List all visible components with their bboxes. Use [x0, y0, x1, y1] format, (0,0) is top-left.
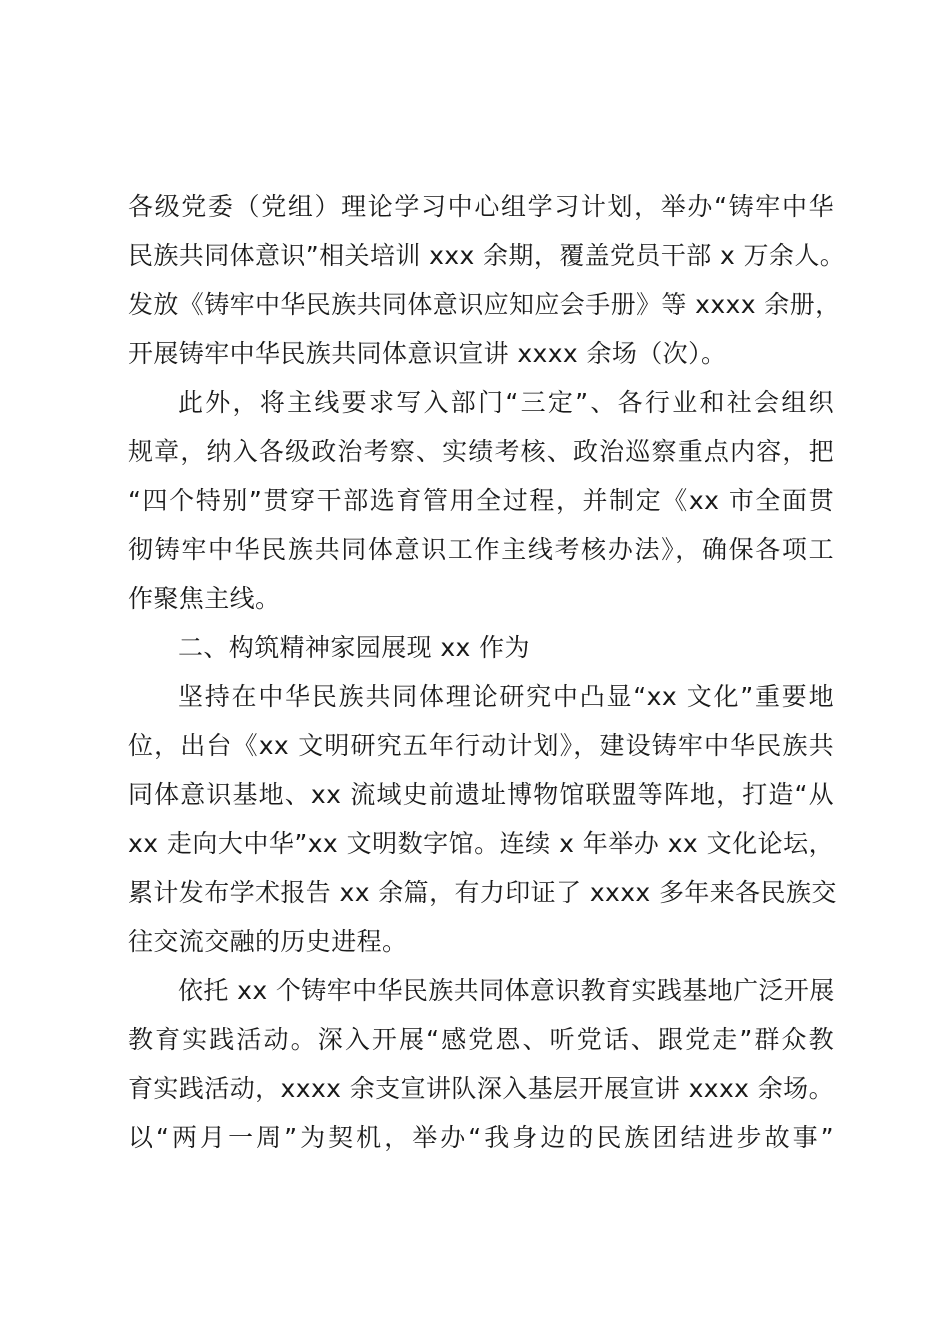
text-line: 往交流交融的历史进程。: [128, 927, 408, 956]
text-line: 彻铸牢中华民族共同体意识工作主线考核办法》，确保各项工: [128, 535, 834, 564]
text-line: “四个特别”贯穿干部选育管用全过程，并制定《xx 市全面贯: [128, 486, 834, 515]
document-body: [128, 182, 846, 1162]
text-line: 教育实践活动。深入开展“感党恩、听党话、跟党走”群众教: [128, 1025, 834, 1054]
text-line: 育实践活动，xxxx 余支宣讲队深入基层开展宣讲 xxxx 余场。: [128, 1074, 834, 1103]
text-line: xx 走向大中华”xx 文明数字馆。连续 x 年举办 xx 文化论坛，: [128, 829, 834, 858]
paragraph: [128, 966, 834, 1162]
text-line: 民族共同体意识”相关培训 xxx 余期，覆盖党员干部 x 万余人。: [128, 241, 846, 270]
text-line: 此外，将主线要求写入部门“三定”、各行业和社会组织: [178, 388, 834, 417]
text-line: 累计发布学术报告 xx 余篇，有力印证了 xxxx 多年来各民族交: [128, 878, 837, 907]
text-line: 作聚焦主线。: [128, 584, 281, 613]
text-line: 坚持在中华民族共同体理论研究中凸显“xx 文化”重要地: [178, 682, 834, 711]
text-line: 以“两月一周”为契机，举办“我身边的民族团结进步故事”: [128, 1123, 834, 1152]
section-heading: [128, 623, 834, 672]
paragraph: [128, 378, 834, 623]
paragraph: [128, 672, 837, 966]
text-line: 规章，纳入各级政治考察、实绩考核、政治巡察重点内容，把: [128, 437, 834, 466]
text-line: 位，出台《xx 文明研究五年行动计划》，建设铸牢中华民族共: [128, 731, 834, 760]
text-line: 依托 xx 个铸牢中华民族共同体意识教育实践基地广泛开展: [178, 976, 835, 1005]
text-line: 同体意识基地、xx 流域史前遗址博物馆联盟等阵地，打造“从: [128, 780, 834, 809]
paragraph: [128, 182, 846, 378]
text-line: 开展铸牢中华民族共同体意识宣讲 xxxx 余场（次）。: [128, 339, 727, 368]
section-heading-text: 二、构筑精神家园展现 xx 作为: [178, 633, 530, 662]
text-line: 发放《铸牢中华民族共同体意识应知应会手册》等 xxxx 余册，: [128, 290, 841, 319]
text-line: 各级党委（党组）理论学习中心组学习计划，举办“铸牢中华: [128, 192, 834, 221]
